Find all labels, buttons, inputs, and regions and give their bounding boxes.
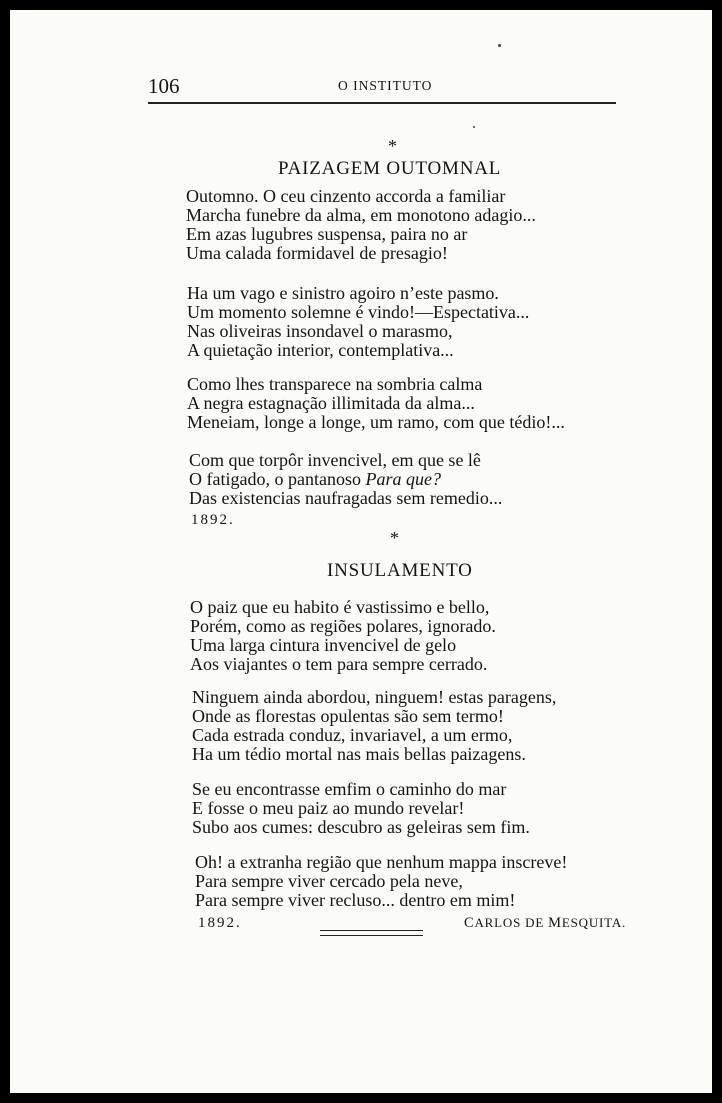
verse-line: Ha um tédio mortal nas mais bellas paizagens. xyxy=(192,744,526,764)
verse-line: Ha um vago e sinistro agoiro n’este pasmo. xyxy=(187,283,499,303)
author-initial: C xyxy=(464,915,475,931)
verse-line: Marcha funebre da alma, em monotono adagio... xyxy=(186,205,536,225)
stanza xyxy=(190,598,496,674)
page-number: 106 xyxy=(148,74,180,98)
print-speck xyxy=(473,126,475,128)
verse-line: Um momento solemne é vindo!—Espectativa... xyxy=(187,302,530,322)
header-rule xyxy=(148,102,616,104)
poem-year: 1892. xyxy=(198,915,242,931)
verse-line: Oh! a extranha região que nenhum mappa inscreve! xyxy=(195,852,568,872)
verse-line: Cada estrada conduz, invariavel, a um ermo, xyxy=(192,725,513,745)
stanza xyxy=(189,451,502,508)
verse-line: A negra estagnação illimitada da alma... xyxy=(187,393,475,413)
page-header xyxy=(148,74,624,104)
author-text: ESQUITA. xyxy=(561,915,627,930)
verse-line: Ninguem ainda abordou, ninguem! estas paragens, xyxy=(192,687,557,707)
verse-line: Para sempre viver recluso... dentro em mim! xyxy=(195,890,516,910)
verse-line: Das existencias naufragadas sem remedio... xyxy=(189,488,503,508)
stanza xyxy=(186,187,536,263)
stanza xyxy=(195,853,567,910)
end-rule xyxy=(320,930,423,936)
verse-line: Em azas lugubres suspensa, paira no ar xyxy=(186,224,468,244)
author-initial: M xyxy=(548,915,562,931)
stanza xyxy=(187,375,565,432)
poem-year: 1892. xyxy=(191,512,235,528)
stanza xyxy=(192,688,556,764)
verse-line: Se eu encontrasse emfim o caminho do mar xyxy=(192,779,507,799)
italic-phrase: Para que? xyxy=(365,469,441,489)
verse-line: Para sempre viver cercado pela neve, xyxy=(195,871,463,891)
ornament-asterisk: * xyxy=(390,528,399,548)
verse-line: Meneiam, longe a longe, um ramo, com que tédio!... xyxy=(187,412,565,432)
verse-line: Uma larga cintura invencivel de gelo xyxy=(190,635,457,655)
verse-line-text: O fatigado, o pantanoso xyxy=(189,469,366,489)
verse-line: Onde as florestas opulentas são sem termo! xyxy=(192,706,504,726)
poem-title: INSULAMENTO xyxy=(327,560,473,581)
verse-line: O paiz que eu habito é vastissimo e bello, xyxy=(190,597,490,617)
verse-line: Como lhes transparece na sombria calma xyxy=(187,374,483,394)
ornament-asterisk: * xyxy=(388,136,397,156)
verse-line: Nas oliveiras insondavel o marasmo, xyxy=(187,321,453,341)
verse-line: A quietação interior, contemplativa... xyxy=(187,340,454,360)
running-title: O INSTITUTO xyxy=(338,78,433,93)
verse-line: Aos viajantes o tem para sempre cerrado. xyxy=(190,654,488,674)
stanza xyxy=(192,780,530,837)
author-signature xyxy=(464,915,626,932)
verse-line: E fosse o meu paiz ao mundo revelar! xyxy=(192,798,465,818)
author-text: ARLOS DE xyxy=(474,915,545,930)
verse-line: Subo aos cumes: descubro as geleiras sem fim. xyxy=(192,817,530,837)
verse-line: Uma calada formidavel de presagio! xyxy=(186,243,448,263)
stanza xyxy=(187,284,529,360)
verse-line: Porém, como as regiões polares, ignorado. xyxy=(190,616,496,636)
poem-title: PAIZAGEM OUTOMNAL xyxy=(278,158,502,179)
print-speck xyxy=(498,44,501,47)
verse-line: Com que torpôr invencivel, em que se lê xyxy=(189,450,481,470)
verse-line xyxy=(189,470,502,489)
verse-line: Outomno. O ceu cinzento accorda a familiar xyxy=(186,186,506,206)
